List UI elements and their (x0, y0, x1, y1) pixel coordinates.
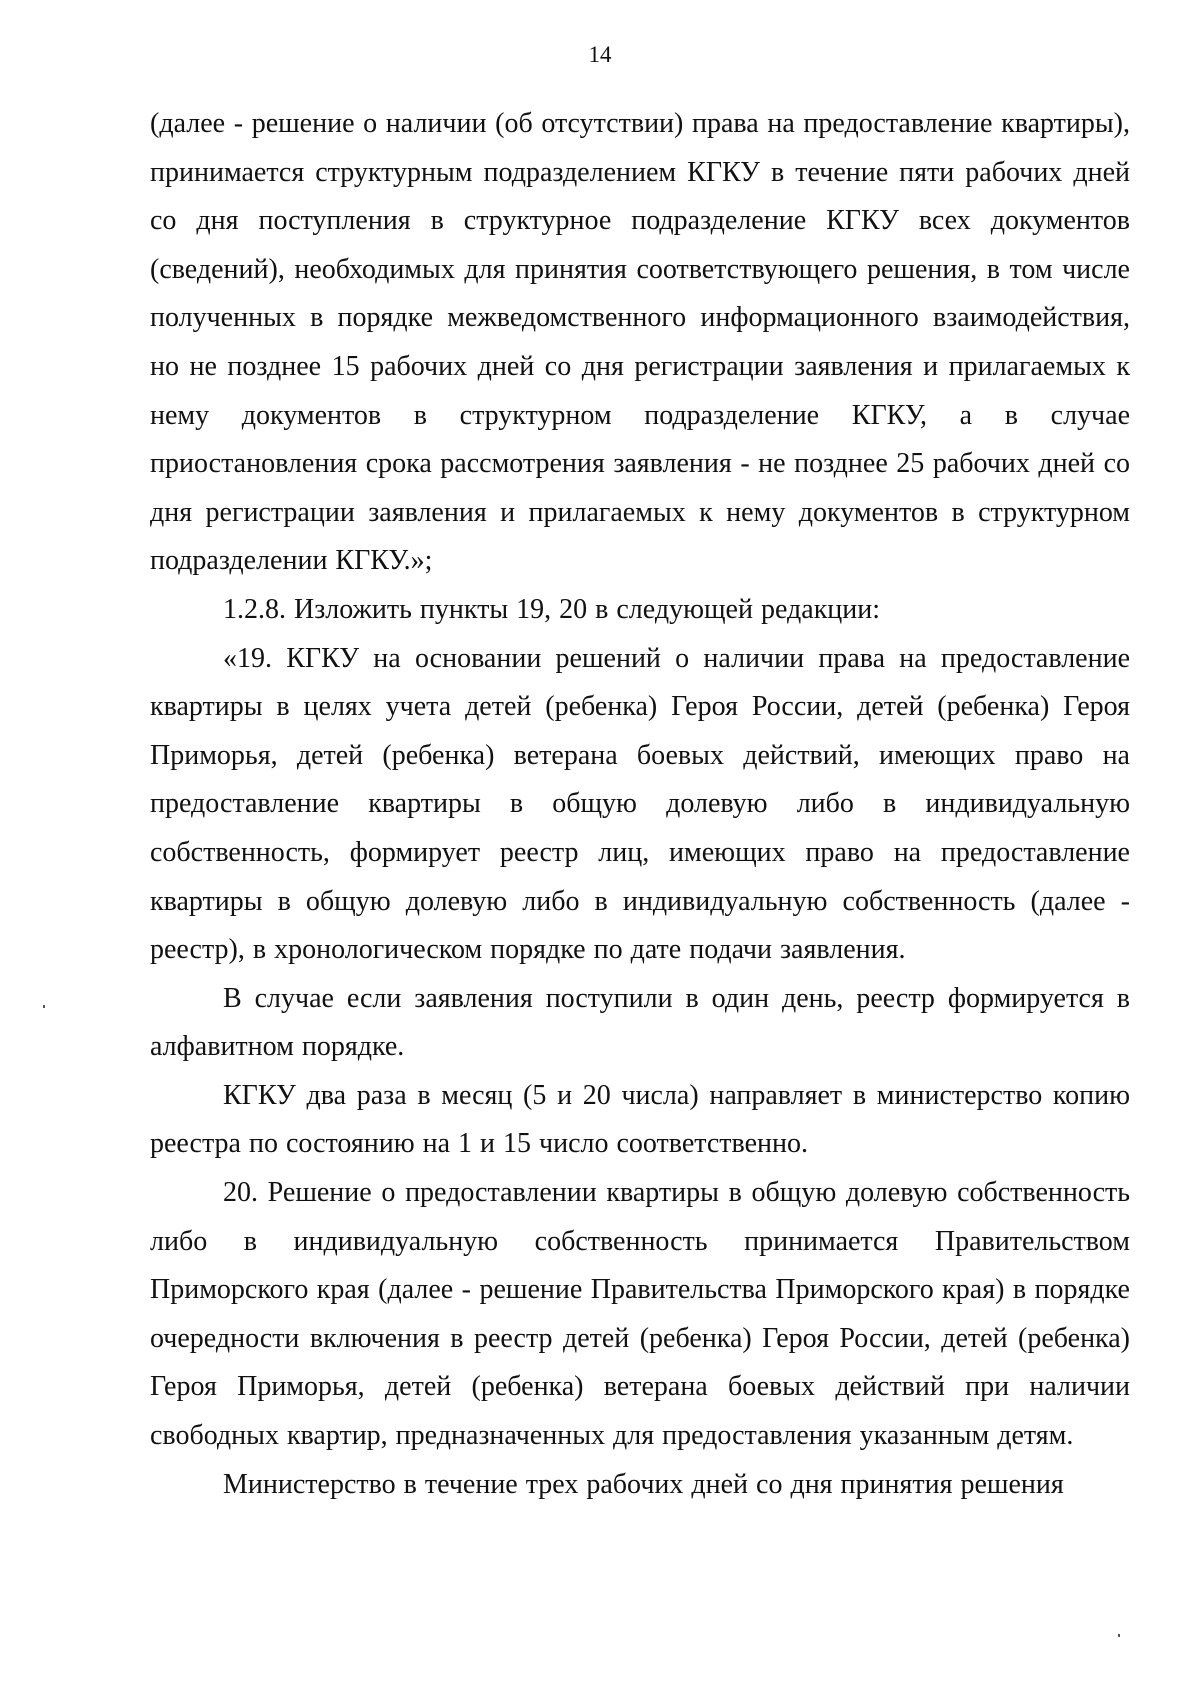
paragraph-item-20: 20. Решение о предоставлении квартиры в общую долевую собственность либо в индивидуальную собственность принимается Правительством Приморского края (далее - решение Правительства Приморского края) в порядке очередности включения в реестр детей (ребенка) Героя России, детей (ребенка) Героя Приморья, детей (ребенка) ветерана боевых действий при наличии свободных квартир, предназначенных для предоставления указанным детям. (150, 1177, 1130, 1452)
paragraph-continuation: (далее - решение о наличии (об отсутствии) права на предоставление квартиры), принимается структурным подразделением КГКУ в течение пяти рабочих дней со дня поступления в структурное подразделение КГКУ всех документов (сведений), необходимых для принятия соответствующего решения, в том числе полученных в порядке межведомственного информационного взаимодействия, но не позднее 15 рабочих дней со дня регистрации заявления и прилагаемых к нему документов в структурном подразделение КГКУ, а в случае приостановления срока рассмотрения заявления - не позднее 25 рабочих дней со дня регистрации заявления и прилагаемых к нему документов в структурном подразделении КГКУ.»; (150, 108, 1130, 577)
scan-speck (43, 1005, 45, 1008)
paragraph-amendment-heading: 1.2.8. Изложить пункты 19, 20 в следующей редакции: (223, 593, 881, 625)
scan-speck (1118, 1634, 1120, 1637)
document-body (150, 100, 1130, 1509)
paragraph-same-day: В случае если заявления поступили в один день, реестр формируется в алфавитном порядке. (150, 982, 1130, 1063)
page-number: 14 (588, 42, 612, 67)
paragraph-registry-copy: КГКУ два раза в месяц (5 и 20 числа) направляет в министерство копию реестра по состоянию на 1 и 15 число соответственно. (150, 1079, 1130, 1160)
paragraph-ministry: Министерство в течение трех рабочих дней со дня принятия решения (223, 1468, 1064, 1500)
paragraph-item-19: «19. КГКУ на основании решений о наличии права на предоставление квартиры в целях учета детей (ребенка) Героя России, детей (ребенка) Героя Приморья, детей (ребенка) ветерана боевых действий, имеющих право на предоставление квартиры в общую долевую либо в индивидуальную собственность, формирует реестр лиц, имеющих право на предоставление квартиры в общую долевую либо в индивидуальную собственность (далее - реестр), в хронологическом порядке по дате подачи заявления. (150, 642, 1130, 966)
